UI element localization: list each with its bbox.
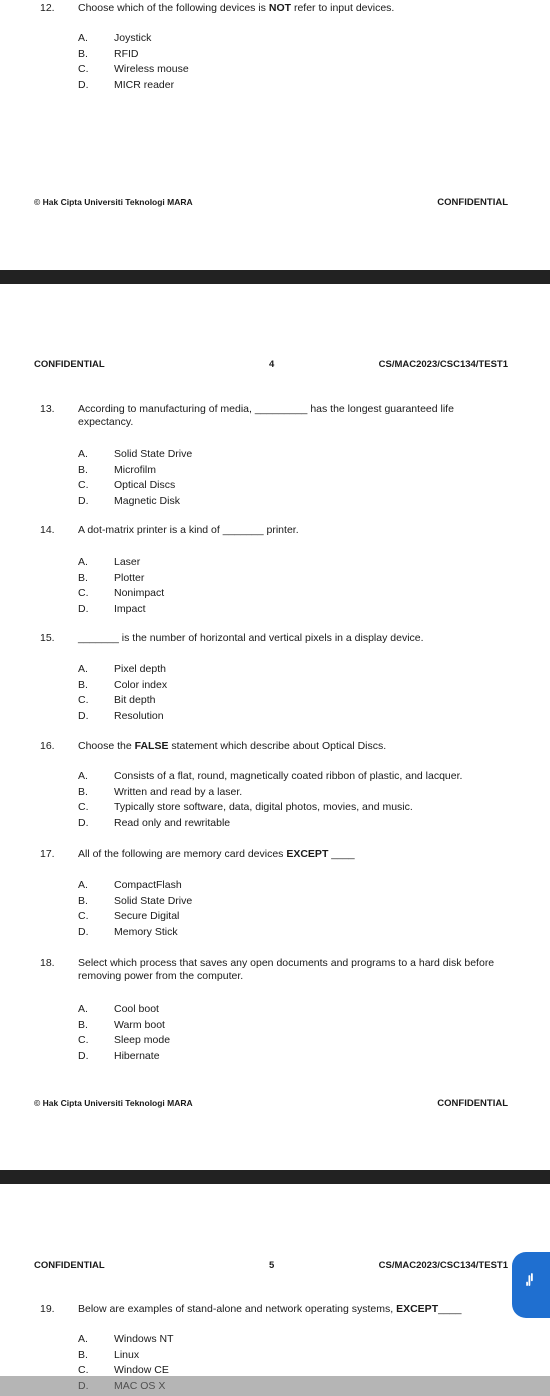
- page-4: [0, 284, 550, 1170]
- question-13: [40, 403, 510, 429]
- page-header: [34, 1260, 508, 1271]
- question-text: According to manufacturing of media, _________ has the longest guaranteed life expectancy.: [78, 403, 454, 428]
- copyright-text: © Hak Cipta Universiti Teknologi MARA: [34, 197, 193, 207]
- question-13-options: [78, 447, 192, 509]
- page-separator: [0, 270, 550, 284]
- page-header: [34, 359, 508, 370]
- option-a[interactable]: A. Consists of a flat, round, magnetically coated ribbon of plastic, and lacquer.: [78, 770, 463, 782]
- page-number: 4: [269, 359, 275, 370]
- option-b[interactable]: B. Linux: [78, 1348, 140, 1361]
- option-a[interactable]: A. Windows NT: [78, 1333, 174, 1345]
- option-a[interactable]: A. CompactFlash: [78, 879, 182, 891]
- question-number: 13.: [40, 403, 55, 415]
- option-c[interactable]: C. Sleep mode: [78, 1034, 171, 1047]
- question-19: [40, 1303, 510, 1316]
- question-12-options: [78, 31, 189, 93]
- page-footer: [34, 197, 508, 207]
- question-17: [40, 848, 510, 861]
- option-b[interactable]: B. Microfilm: [78, 463, 156, 476]
- question-16-options: [78, 769, 462, 831]
- question-number: 18.: [40, 957, 55, 969]
- option-a[interactable]: A. Laser: [78, 556, 141, 568]
- course-code: CS/MAC2023/CSC134/TEST1: [378, 359, 508, 370]
- question-16: [40, 740, 510, 753]
- page-footer: [34, 1098, 508, 1108]
- option-c[interactable]: C. Optical Discs: [78, 479, 176, 492]
- option-b[interactable]: B. Written and read by a laser.: [78, 785, 243, 798]
- question-text: Below are examples of stand-alone and network operating systems, EXCEPT____: [78, 1303, 462, 1315]
- option-a[interactable]: A. Cool boot: [78, 1003, 159, 1015]
- option-c[interactable]: C. Window CE: [78, 1364, 169, 1377]
- question-number: 14.: [40, 524, 55, 536]
- question-number: 19.: [40, 1303, 55, 1315]
- question-12: [40, 2, 510, 15]
- option-a[interactable]: A. Solid State Drive: [78, 448, 193, 460]
- option-c[interactable]: C. Secure Digital: [78, 910, 180, 923]
- confidential-label: CONFIDENTIAL: [437, 197, 508, 208]
- page-3-bottom: [0, 0, 550, 270]
- option-d[interactable]: D. Magnetic Disk: [78, 494, 180, 507]
- option-d[interactable]: D. Impact: [78, 602, 146, 615]
- question-number: 16.: [40, 740, 55, 752]
- confidential-label: CONFIDENTIAL: [34, 359, 105, 370]
- floating-side-tab[interactable]: [512, 1252, 550, 1318]
- option-b[interactable]: B. Warm boot: [78, 1018, 165, 1031]
- copyright-text: © Hak Cipta Universiti Teknologi MARA: [34, 1098, 193, 1108]
- question-14: [40, 524, 510, 537]
- option-b[interactable]: B. Solid State Drive: [78, 894, 193, 907]
- bottom-overlay-bar: [0, 1376, 550, 1396]
- page-separator: [0, 1170, 550, 1184]
- option-b[interactable]: B. Plotter: [78, 571, 145, 584]
- question-number: 15.: [40, 632, 55, 644]
- side-tab-glyph: ᯓ: [523, 1272, 540, 1287]
- confidential-label: CONFIDENTIAL: [34, 1260, 105, 1271]
- option-c[interactable]: C. Wireless mouse: [78, 63, 189, 76]
- option-c[interactable]: C. Nonimpact: [78, 587, 165, 600]
- question-text: A dot-matrix printer is a kind of _______ printer.: [78, 524, 299, 536]
- question-15: [40, 632, 510, 645]
- question-17-options: [78, 878, 192, 940]
- question-text: Choose the FALSE statement which describe about Optical Discs.: [78, 740, 387, 752]
- question-text: All of the following are memory card devices EXCEPT ____: [78, 848, 355, 860]
- option-c[interactable]: C. Typically store software, data, digital photos, movies, and music.: [78, 801, 413, 814]
- question-18: [40, 957, 510, 983]
- page-5: [0, 1184, 550, 1396]
- option-d[interactable]: D. Resolution: [78, 709, 164, 722]
- option-d[interactable]: D. Memory Stick: [78, 925, 178, 938]
- option-d[interactable]: D. MICR reader: [78, 78, 175, 91]
- question-18-options: [78, 1002, 170, 1064]
- question-15-options: [78, 662, 167, 724]
- option-b[interactable]: B. Color index: [78, 678, 168, 691]
- question-text: Choose which of the following devices is NOT refer to input devices.: [78, 2, 395, 14]
- option-a[interactable]: A. Pixel depth: [78, 663, 166, 675]
- option-a[interactable]: A. Joystick: [78, 32, 152, 44]
- page-number: 5: [269, 1260, 275, 1271]
- question-text: Select which process that saves any open documents and programs to a hard disk before removing power from the computer.: [78, 957, 495, 982]
- question-number: 12.: [40, 2, 55, 14]
- question-number: 17.: [40, 848, 55, 860]
- course-code: CS/MAC2023/CSC134/TEST1: [378, 1260, 508, 1271]
- option-d[interactable]: D. Hibernate: [78, 1049, 160, 1062]
- option-d[interactable]: D. Read only and rewritable: [78, 816, 231, 829]
- question-14-options: [78, 555, 164, 617]
- confidential-label: CONFIDENTIAL: [437, 1098, 508, 1109]
- question-text: _______ is the number of horizontal and vertical pixels in a display device.: [78, 632, 424, 644]
- option-c[interactable]: C. Bit depth: [78, 694, 156, 707]
- option-b[interactable]: B. RFID: [78, 47, 139, 60]
